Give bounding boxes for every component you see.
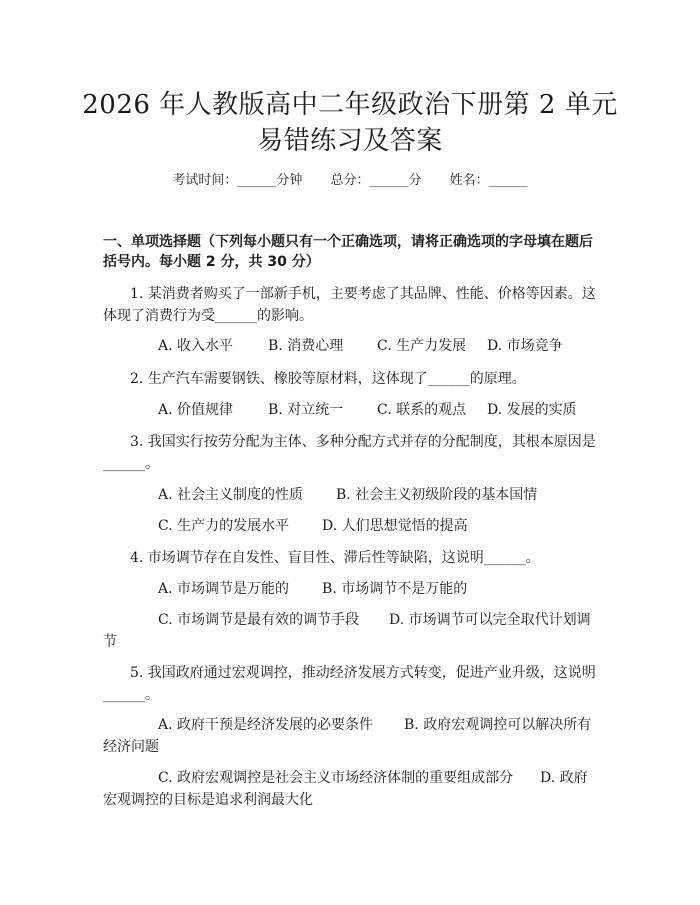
question-5-stem-line1: 5. 我国政府通过宏观调控，推动经济发展方式转变，促进产业升级，这说明 [130,665,596,681]
student-name-field: 姓名：______ [449,173,528,188]
question-4-option-b: B. 市场调节不是万能的 [322,581,468,597]
question-2-option-d: D. 发展的实质 [487,402,577,418]
exam-info-line [0,169,700,188]
question-3-option-d: D. 人们思想觉悟的提高 [322,518,468,534]
question-1-stem-line2: 体现了消费行为受______的影响。 [103,308,313,324]
section-heading-line1: 一、单项选择题（下列每小题只有一个正确选项，请将正确选项的字母填在题后 [103,234,593,250]
question-5-option-d-line2: 宏观调控的目标是追求利润最大化 [103,792,313,808]
question-1-option-b: B. 消费心理 [268,338,344,354]
document-title-line2: 易错练习及答案 [257,126,443,156]
total-score-field: 总分：______分 [330,173,422,188]
question-3-option-b: B. 社会主义初级阶段的基本国情 [336,487,538,503]
question-1-stem-line1: 1. 某消费者购买了一部新手机，主要考虑了其品牌、性能、价格等因素。这 [130,286,596,302]
question-1-option-c: C. 生产力发展 [377,338,467,354]
exam-time-field: 考试时间：______分钟 [172,173,303,188]
section-heading-line2: 括号内。每小题 2 分，共 30 分） [103,254,320,270]
question-3-option-a: A. 社会主义制度的性质 [158,487,304,503]
question-2-option-a: A. 价值规律 [158,402,234,418]
question-5-option-a: A. 政府干预是经济发展的必要条件 [158,717,374,733]
question-4-option-c: C. 市场调节是最有效的调节手段 [158,612,360,628]
question-3-stem-line2: ______。 [103,456,159,472]
question-2-option-c: C. 联系的观点 [377,402,467,418]
question-2-stem-line1: 2. 生产汽车需要钢铁、橡胶等原材料，这体现了______的原理。 [130,371,526,387]
question-2-option-b: B. 对立统一 [268,402,344,418]
question-1-option-a: A. 收入水平 [158,338,234,354]
question-5-option-b-line2: 经济问题 [103,739,159,755]
question-4-option-a: A. 市场调节是万能的 [158,581,290,597]
question-1-option-d: D. 市场竞争 [487,338,563,354]
question-4-option-d-line1: D. 市场调节可以完全取代计划调 [389,612,591,628]
question-5-option-b-line1: B. 政府宏观调控可以解决所有 [404,717,592,733]
question-5-option-d-line1: D. 政府 [540,770,588,786]
question-4-stem-line1: 4. 市场调节存在自发性、盲目性、滞后性等缺陷，这说明______。 [130,550,540,566]
question-5-stem-line2: ______。 [103,687,159,703]
question-5-option-c: C. 政府宏观调控是社会主义市场经济体制的重要组成部分 [158,770,514,786]
question-4-option-d-line2: 节 [103,634,117,650]
document-title-line1: 2026 年人教版高中二年级政治下册第 2 单元 [82,90,618,120]
question-3-option-c: C. 生产力的发展水平 [158,518,290,534]
question-3-stem-line1: 3. 我国实行按劳分配为主体、多种分配方式并存的分配制度，其根本原因是 [130,434,596,450]
